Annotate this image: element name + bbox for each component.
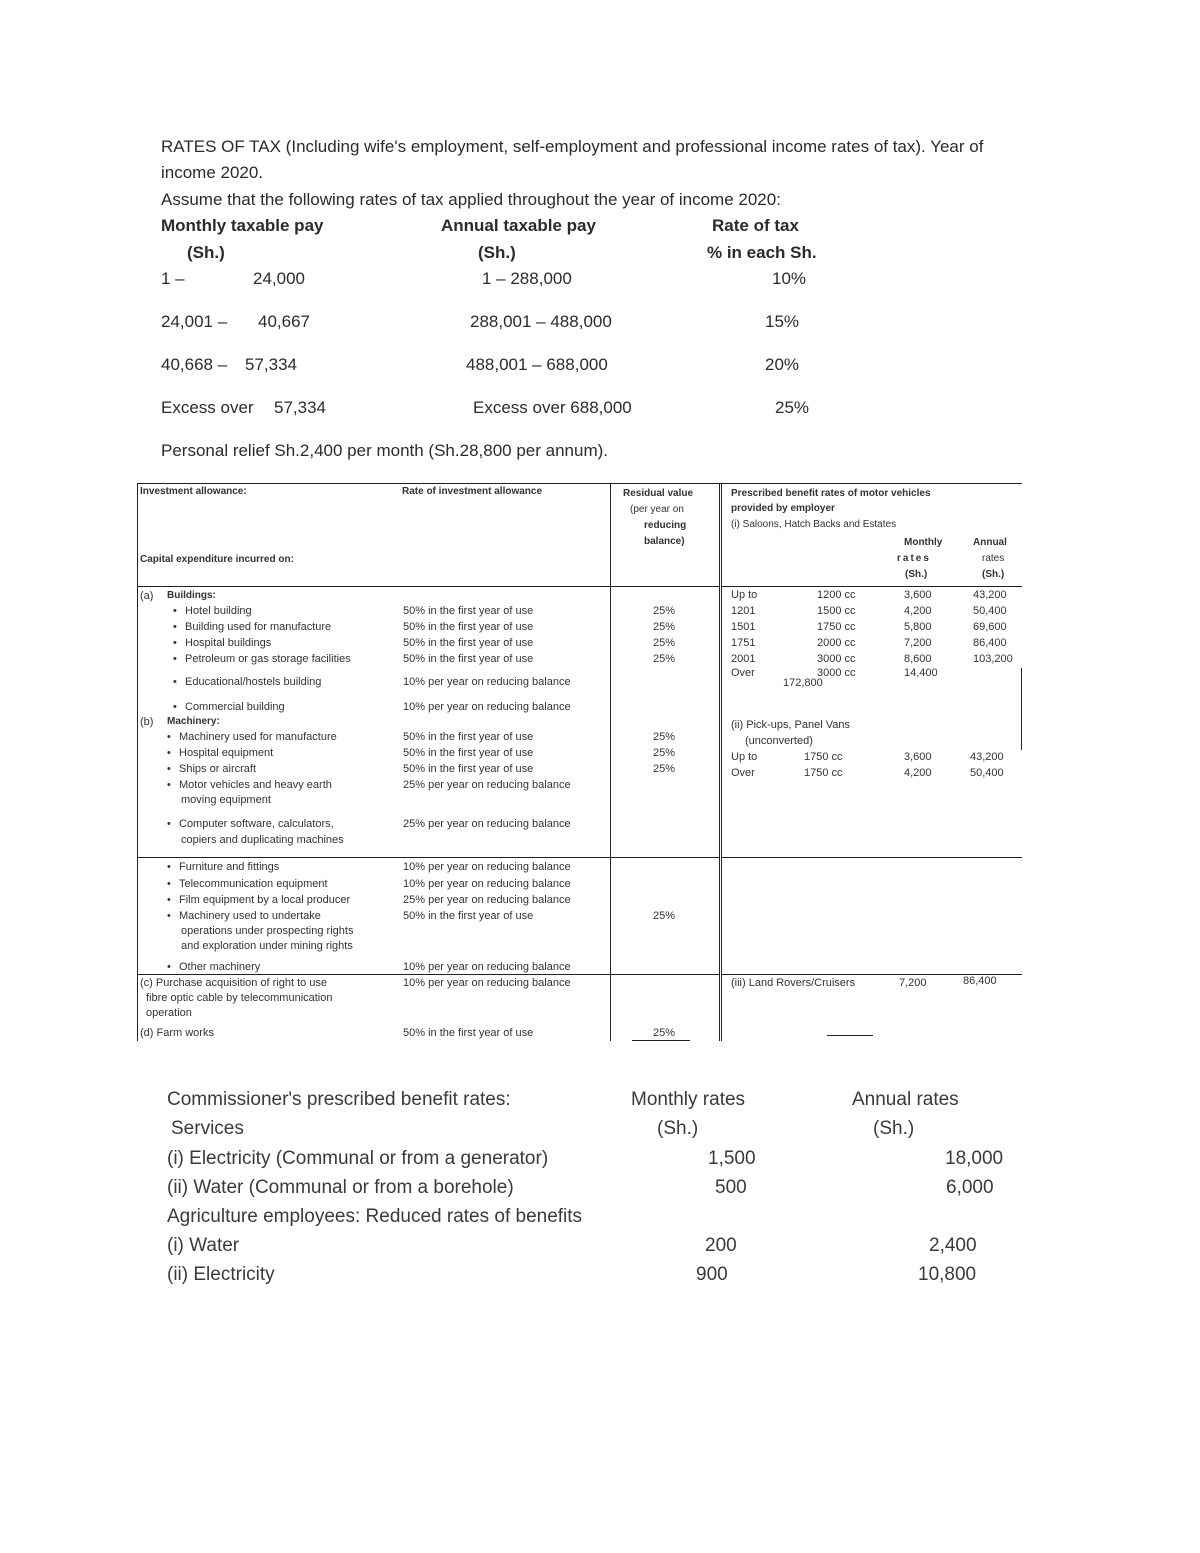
agri-water-annual: 2,400 [929,1235,977,1256]
building-3-residual: 25% [653,637,676,649]
saloon-5-annual: 103,200 [973,653,1013,665]
section-a-title: Buildings: [167,590,216,601]
benefits-annual-unit: (Sh.) [873,1118,915,1139]
pickup-1-from: Up to [731,751,758,763]
building-2-rate: 50% in the first year of use [403,621,534,633]
header-bottom-border-right [722,586,1022,587]
col-divider-3b [721,483,722,1041]
machinery-1-rate: 50% in the first year of use [403,731,534,743]
row-3-rate: 20% [765,355,800,374]
row-3-monthly-to: 57,334 [245,355,297,374]
machinery-5-line2: copiers and duplicating machines [181,834,344,846]
row-2-rate: 15% [765,312,800,331]
section-b-label: (b) [140,716,154,728]
machinery-2: • Hospital equipment [179,746,273,760]
row-4-monthly-from: Excess over [161,398,254,417]
header-bottom-border [137,586,720,587]
saloon-1-annual: 43,200 [973,589,1007,601]
table-left-border [137,483,138,1041]
section-d-text: (d) Farm works [140,1027,214,1039]
right-underline [827,1035,873,1036]
pickup-2-monthly: 4,200 [904,767,932,779]
machinery-4-line2: moving equipment [181,794,271,806]
building-4-rate: 50% in the first year of use [403,653,534,665]
machinery-6-rate: 10% per year on reducing balance [403,861,571,873]
header-monthly: Monthly taxable pay [161,216,324,235]
row-1-monthly-to: 24,000 [253,269,305,288]
row-2-monthly-from: 24,001 – [161,312,228,331]
machinery-4: • Motor vehicles and heavy earth [179,778,332,792]
saloon-2-to: 1500 cc [817,605,856,617]
machinery-4-rate: 25% per year on reducing balance [403,779,571,791]
land-rovers: (iii) Land Rovers/Cruisers [731,977,856,989]
intro-line-3: Assume that the following rates of tax applied throughout the year of income 2020: [161,190,781,209]
row-3-annual: 488,001 – 688,000 [466,355,608,374]
row-1-monthly-from: 1 – [161,269,185,288]
section-b-bottom-border [137,974,720,975]
saloon-4-from: 1751 [731,637,756,649]
saloon-6-from: Over [731,667,755,679]
col-divider-3 [719,483,720,1041]
row-4-monthly-to: 57,334 [274,398,326,417]
header-monthly-1: Monthly [904,537,943,548]
benefit-water-monthly: 500 [715,1177,747,1198]
header-rate-unit: % in each Sh. [707,243,817,262]
header-benefit-1: Prescribed benefit rates of motor vehicles [731,488,931,499]
land-rovers-annual: 86,400 [963,975,997,987]
agri-electricity-monthly: 900 [696,1264,728,1285]
saloon-6-monthly: 14,400 [904,667,938,679]
header-annual-2: rates [982,553,1005,564]
saloon-4-annual: 86,400 [973,637,1007,649]
section-b-title: Machinery: [167,716,220,727]
benefit-electricity-annual: 18,000 [945,1148,1004,1169]
saloon-3-to: 1750 cc [817,621,856,633]
agri-water: (i) Water [167,1235,240,1256]
building-2: • Building used for manufacture [185,620,331,634]
agri-electricity: (ii) Electricity [167,1264,275,1285]
header-saloons: (i) Saloons, Hatch Backs and Estates [731,519,897,530]
machinery-6: • Furniture and fittings [179,860,279,874]
building-5: • Educational/hostels building [185,675,321,689]
agriculture-title: Agriculture employees: Reduced rates of benefits [167,1206,583,1227]
machinery-3-rate: 50% in the first year of use [403,763,534,775]
saloon-5-from: 2001 [731,653,756,665]
row-2-monthly-to: 40,667 [258,312,310,331]
pickup-1-to: 1750 cc [804,751,843,763]
section-a-label: (a) [140,590,154,602]
machinery-7: • Telecommunication equipment [179,877,328,891]
machinery-10-rate: 10% per year on reducing balance [403,961,571,973]
row-3-monthly-from: 40,668 – [161,355,228,374]
row-2-annual: 288,001 – 488,000 [470,312,612,331]
header-residual-2: (per year on [630,504,684,515]
intro-line-2: income 2020. [161,163,264,182]
machinery-8-rate: 25% per year on reducing balance [403,894,571,906]
header-residual-1: Residual value [623,488,694,499]
header-rate-allowance: Rate of investment allowance [402,486,543,497]
machinery-9-line2: operations under prospecting rights [181,925,354,937]
header-rate: Rate of tax [712,216,799,235]
header-annual-unit: (Sh.) [478,243,516,262]
investment-allowance-table [137,483,1022,1041]
machinery-9-rate: 50% in the first year of use [403,910,534,922]
pickup-1-annual: 43,200 [970,751,1004,763]
benefit-electricity: (i) Electricity (Communal or from a generator) [167,1148,549,1169]
saloon-4-monthly: 7,200 [904,637,932,649]
saloon-6-to: 3000 cc [817,667,856,679]
section-d-residual: 25% [653,1027,676,1039]
pickup-2-annual: 50,400 [970,767,1004,779]
machinery-8: • Film equipment by a local producer [179,893,350,907]
row-4-rate: 25% [775,398,810,417]
building-6: • Commercial building [185,700,285,714]
machinery-3-residual: 25% [653,763,676,775]
agri-electricity-annual: 10,800 [918,1264,977,1285]
header-capital-expenditure: Capital expenditure incurred on: [140,554,294,565]
machinery-5-rate: 25% per year on reducing balance [403,818,571,830]
building-6-rate: 10% per year on reducing balance [403,701,571,713]
machinery-9-line3: and exploration under mining rights [181,940,353,952]
land-rovers-monthly: 7,200 [899,977,927,989]
benefit-water: (ii) Water (Communal or from a borehole) [167,1177,514,1198]
saloon-3-monthly: 5,800 [904,621,932,633]
machinery-5: • Computer software, calculators, [179,817,334,831]
saloon-1-from: Up to [731,589,758,601]
table-top-border [137,483,1022,484]
machinery-2-residual: 25% [653,747,676,759]
header-residual-4: balance) [644,536,685,547]
header-residual-3: reducing [644,520,687,531]
building-1-residual: 25% [653,605,676,617]
right-edge-mark [1021,668,1022,750]
machinery-1-residual: 25% [653,731,676,743]
saloon-5-to: 3000 cc [817,653,856,665]
building-1: • Hotel building [185,604,252,618]
section-a-bottom-border-right [722,857,1022,858]
header-annual: Annual taxable pay [441,216,596,235]
pickup-2-to: 1750 cc [804,767,843,779]
building-1-rate: 50% in the first year of use [403,605,534,617]
section-c-line1: (c) Purchase acquisition of right to use [140,977,328,989]
pickup-1-monthly: 3,600 [904,751,932,763]
saloon-1-monthly: 3,600 [904,589,932,601]
agri-water-monthly: 200 [705,1235,737,1256]
building-3-rate: 50% in the first year of use [403,637,534,649]
machinery-2-rate: 50% in the first year of use [403,747,534,759]
d-underline [632,1040,690,1041]
benefits-monthly-unit: (Sh.) [657,1118,699,1139]
benefits-services: Services [171,1118,244,1139]
benefits-title: Commissioner's prescribed benefit rates: [167,1089,511,1110]
benefit-water-annual: 6,000 [946,1177,994,1198]
machinery-9-residual: 25% [653,910,676,922]
personal-relief: Personal relief Sh.2,400 per month (Sh.28,800 per annum). [161,441,608,460]
machinery-7-rate: 10% per year on reducing balance [403,878,571,890]
saloon-3-annual: 69,600 [973,621,1007,633]
machinery-3: • Ships or aircraft [179,762,256,776]
building-4: • Petroleum or gas storage facilities [185,652,351,666]
pickup-2-from: Over [731,767,755,779]
saloon-3-from: 1501 [731,621,756,633]
saloon-5-monthly: 8,600 [904,653,932,665]
section-d-rate: 50% in the first year of use [403,1027,534,1039]
header-annual-1: Annual [973,537,1007,548]
header-monthly-3: (Sh.) [905,569,928,580]
row-1-annual: 1 – 288,000 [482,269,572,288]
pickups-title: (ii) Pick-ups, Panel Vans [731,719,851,731]
machinery-9: • Machinery used to undertake [179,909,321,923]
benefits-monthly-header: Monthly rates [631,1089,746,1110]
header-monthly-unit: (Sh.) [187,243,225,262]
row-4-annual: Excess over 688,000 [473,398,632,417]
benefits-annual-header: Annual rates [852,1089,959,1110]
pickups-subtitle: (unconverted) [745,735,813,747]
section-c-rate: 10% per year on reducing balance [403,977,571,989]
saloon-6-annual: 172,800 [783,677,823,689]
header-benefit-2: provided by employer [731,503,835,514]
building-4-residual: 25% [653,653,676,665]
row-1-rate: 10% [772,269,807,288]
benefit-electricity-monthly: 1,500 [708,1148,756,1169]
section-c-line3: operation [146,1007,192,1019]
intro-line-1: RATES OF TAX (Including wife's employment, self-employment and professional income rates of tax). Year of [161,137,984,156]
section-a-bottom-border [137,857,720,858]
saloon-2-annual: 50,400 [973,605,1007,617]
saloon-2-from: 1201 [731,605,756,617]
machinery-1: • Machinery used for manufacture [179,730,337,744]
saloon-1-to: 1200 cc [817,589,856,601]
building-3: • Hospital buildings [185,636,271,650]
section-c-line2: fibre optic cable by telecommunication [146,992,333,1004]
header-annual-3: (Sh.) [982,569,1005,580]
col-divider-2 [610,483,611,1041]
saloon-4-to: 2000 cc [817,637,856,649]
machinery-10: • Other machinery [179,960,260,974]
header-investment-allowance: Investment allowance: [140,486,247,497]
building-2-residual: 25% [653,621,676,633]
building-5-rate: 10% per year on reducing balance [403,676,571,688]
header-monthly-2: rates [897,553,931,564]
saloon-2-monthly: 4,200 [904,605,932,617]
